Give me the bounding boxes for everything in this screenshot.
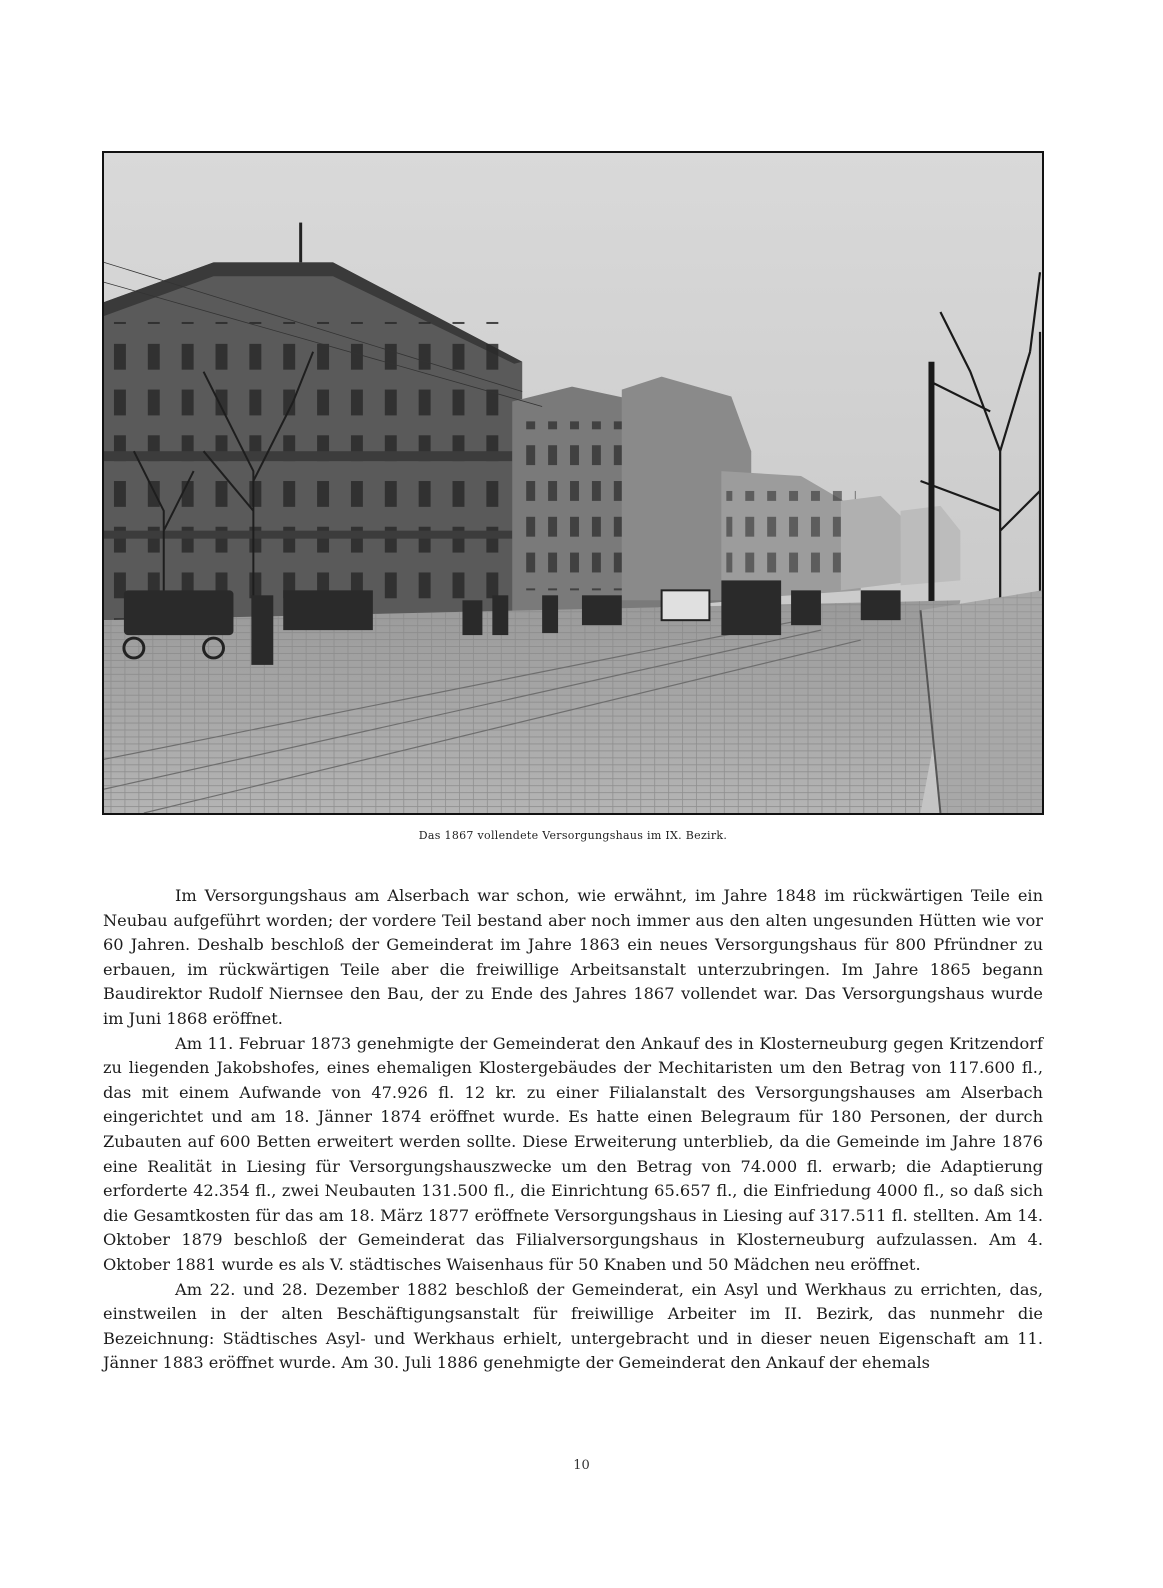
figure-caption: Das 1867 vollendete Versorgungshaus im IX. Bezirk.	[418, 829, 728, 842]
paragraph: Am 22. und 28. Dezember 1882 beschloß der Gemeinderat, ein Asyl und Werkhaus zu errichten, das, einstweilen in der alten Beschäftigungsanstalt für freiwillige Arbeiter im II. Bezirk, das nunmehr die Bezeichnung: Städtisches Asyl- und Werkhaus erhielt, untergebracht und in dieser neuen Eigenschaft am 11. Jänner 1883 eröffnet wurde. Am 30. Juli 1886 genehmigte der Gemeinderat den Ankauf der ehemals	[103, 1279, 1043, 1373]
body-text	[103, 884, 1043, 1376]
page-number: 10	[573, 1458, 590, 1473]
street-photo-icon	[104, 153, 1042, 813]
street-photograph	[102, 151, 1044, 815]
paragraph: Im Versorgungshaus am Alserbach war schon, wie erwähnt, im Jahre 1848 im rückwärtigen Teile ein Neubau aufgeführt worden; der vordere Teil bestand aber noch immer aus den alten ungesunden Hütten wie vor 60 Jahren. Deshalb beschloß der Gemeinderat im Jahre 1863 ein neues Versorgungshaus für 800 Pfründner zu erbauen, im rückwärtigen Teile aber die freiwillige Arbeitsanstalt unterzubringen. Im Jahre 1865 begann Baudirektor Rudolf Niernsee den Bau, der zu Ende des Jahres 1867 vollendet war. Das Versorgungshaus wurde im Juni 1868 eröffnet.	[103, 886, 1043, 1028]
paragraph: Am 11. Februar 1873 genehmigte der Gemeinderat den Ankauf des in Klosterneuburg gegen Kritzendorf zu liegenden Jakobshofes, eines ehemaligen Klostergebäudes der Mechitaristen um den Betrag von 117.600 fl., das mit einem Aufwande von 47.926 fl. 12 kr. zu einer Filialanstalt des Versorgungshauses am Alserbach eingerichtet und am 18. Jänner 1874 eröffnet wurde. Es hatte einen Belegraum für 180 Personen, der durch Zubauten auf 600 Betten erweitert werden sollte. Diese Erweiterung unterblieb, da die Gemeinde im Jahre 1876 eine Realität in Liesing für Versorgungshauszwecke um den Betrag von 74.000 fl. erwarb; die Adaptierung erforderte 42.354 fl., zwei Neubauten 131.500 fl., die Einrichtung 65.657 fl., die Einfriedung 4000 fl., so daß sich die Gesamtkosten für das am 18. März 1877 eröffnete Versorgungshaus in Liesing auf 317.511 fl. stellten. Am 14. Oktober 1879 beschloß der Gemeinderat das Filialversorgungshaus in Klosterneuburg aufzulassen. Am 4. Oktober 1881 wurde es als V. städtisches Waisenhaus für 50 Knaben und 50 Mädchen neu eröffnet.	[103, 1033, 1043, 1274]
